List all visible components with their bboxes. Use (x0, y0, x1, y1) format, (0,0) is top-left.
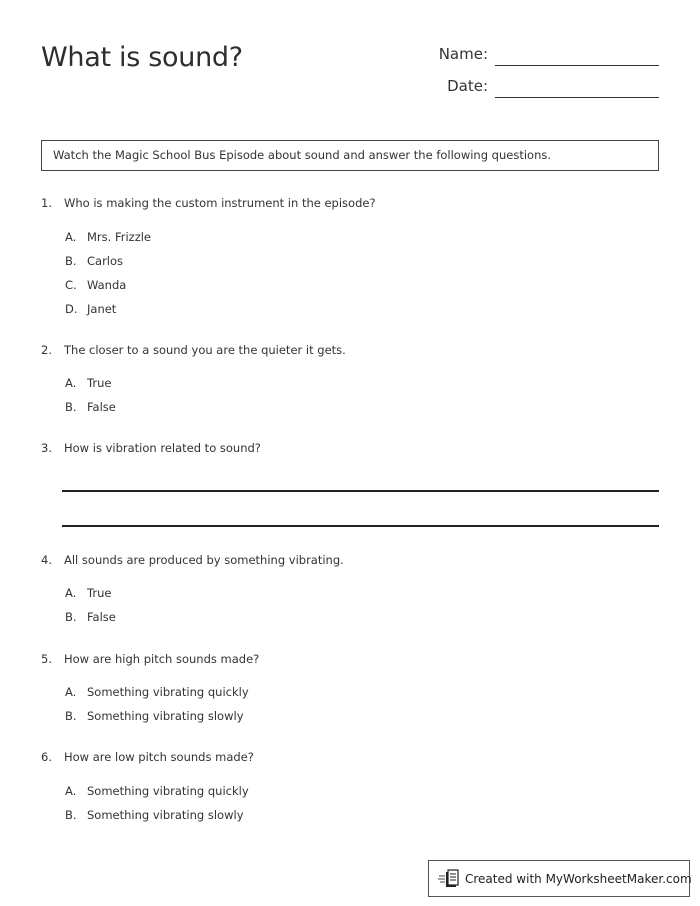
question-text: How is vibration related to sound? (64, 441, 261, 455)
option-letter: B. (65, 610, 77, 624)
name-field[interactable] (0, 45, 700, 67)
footer-text: Created with MyWorksheetMaker.com (465, 871, 692, 886)
option-text: Something vibrating slowly (87, 709, 244, 723)
question-number: 5. (41, 652, 52, 666)
option-text: Carlos (87, 254, 124, 268)
name-line[interactable] (495, 65, 659, 66)
date-line[interactable] (495, 97, 659, 98)
answer-line-2[interactable] (62, 525, 659, 527)
footer-badge[interactable] (428, 860, 690, 897)
question-number: 3. (41, 441, 52, 455)
page-title: What is sound? (41, 42, 243, 73)
instructions-box: Watch the Magic School Bus Episode about sound and answer the following questions. (41, 140, 659, 171)
option-letter: A. (65, 230, 77, 244)
question-text: How are high pitch sounds made? (64, 652, 260, 666)
option-letter: A. (65, 586, 77, 600)
option-text: Mrs. Frizzle (87, 230, 151, 244)
question-text: The closer to a sound you are the quieter it gets. (64, 343, 346, 357)
option-letter: B. (65, 709, 77, 723)
date-field[interactable] (0, 77, 700, 99)
option-text: True (87, 586, 112, 600)
option-letter: C. (65, 278, 77, 292)
date-label: Date: (447, 77, 488, 95)
answer-line-1[interactable] (62, 490, 659, 492)
question-text: All sounds are produced by something vibrating. (64, 553, 344, 567)
option-letter: D. (65, 302, 78, 316)
option-letter: A. (65, 376, 77, 390)
question-number: 1. (41, 196, 52, 210)
option-text: False (87, 400, 116, 414)
option-text: Wanda (87, 278, 127, 292)
question-text: Who is making the custom instrument in the episode? (64, 196, 376, 210)
question-number: 4. (41, 553, 52, 567)
option-text: Something vibrating quickly (87, 784, 249, 798)
option-text: Something vibrating quickly (87, 685, 249, 699)
option-text: Something vibrating slowly (87, 808, 244, 822)
option-letter: B. (65, 808, 77, 822)
option-letter: B. (65, 400, 77, 414)
name-label: Name: (438, 45, 488, 63)
question-text: How are low pitch sounds made? (64, 750, 254, 764)
option-letter: A. (65, 784, 77, 798)
option-letter: B. (65, 254, 77, 268)
option-text: True (87, 376, 112, 390)
option-letter: A. (65, 685, 77, 699)
option-text: False (87, 610, 116, 624)
worksheet-logo-icon (438, 869, 460, 889)
question-number: 6. (41, 750, 52, 764)
question-number: 2. (41, 343, 52, 357)
option-text: Janet (87, 302, 117, 316)
